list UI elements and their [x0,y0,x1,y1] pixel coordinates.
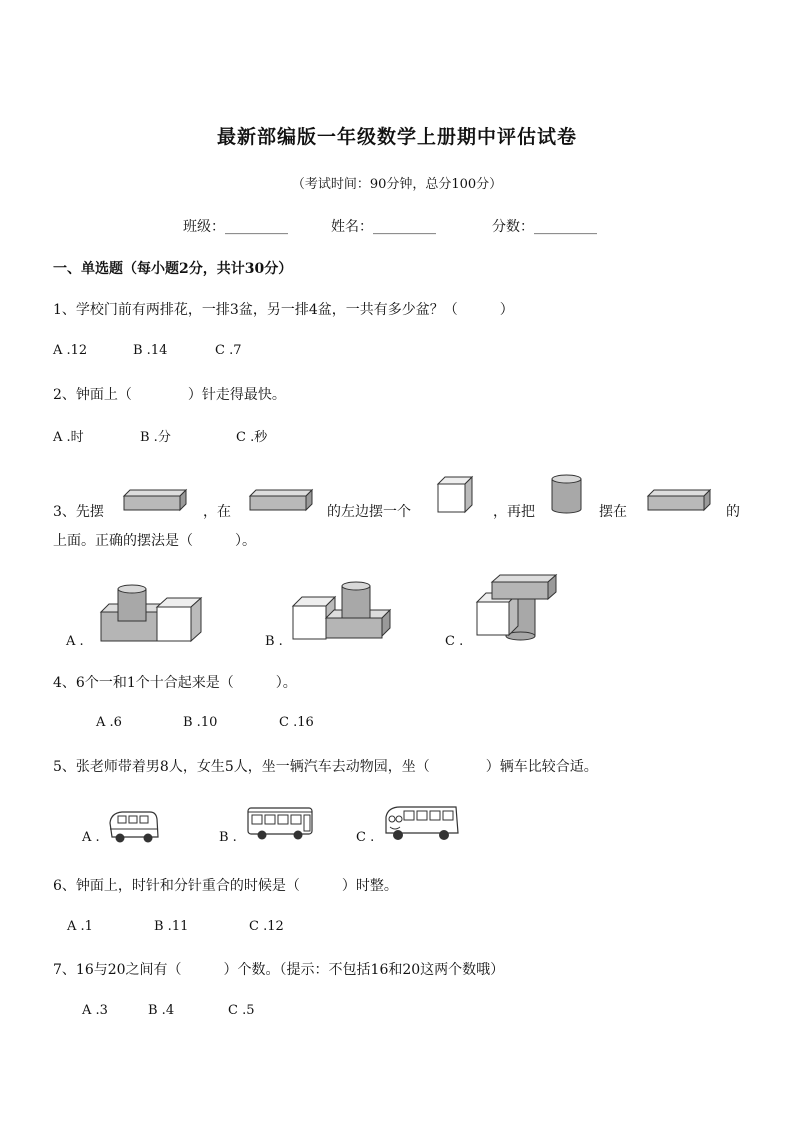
cuboid-image-2 [248,488,314,512]
q5-option-b[interactable]: B . [219,830,237,845]
q7-option-c[interactable]: C .5 [228,1003,255,1018]
q7-option-a[interactable]: A .3 [82,1003,108,1018]
q1-option-a[interactable]: A .12 [53,343,88,358]
exam-subtitle: （考试时间：90分钟，总分100分） [291,177,503,192]
q4-option-c[interactable]: C .16 [279,715,314,730]
score-field[interactable]: 分数：_________ [492,219,597,235]
q3-option-c-image[interactable] [476,574,560,640]
q5-option-a[interactable]: A . [82,830,100,845]
question-3-part-2: ，在 [203,504,231,520]
q1-option-c[interactable]: C .7 [215,343,242,358]
q7-option-b[interactable]: B .4 [148,1003,175,1018]
q5-option-c[interactable]: C . [356,830,375,845]
van-image[interactable] [106,809,160,843]
q6-option-c[interactable]: C .12 [249,919,284,934]
question-3-part-3: 的左边摆一个 [327,504,411,520]
section-heading: 一、单选题（每小题2分，共计30分） [53,261,293,277]
q2-option-a[interactable]: A .时 [53,430,84,445]
question-1: 1、学校门前有两排花，一排3盆，另一排4盆，一共有多少盆？（ ） [53,302,514,318]
cuboid-image-3 [646,488,712,512]
q3-option-a-image[interactable] [100,582,205,644]
question-3-line-2: 上面。正确的摆法是（ ）。 [53,533,256,549]
question-7: 7、16与20之间有（ ）个数。（提示：不包括16和20这两个数哦） [53,962,505,978]
q3-option-c[interactable]: C . [445,634,464,649]
question-6: 6、钟面上，时针和分针重合的时候是（ ）时整。 [53,878,398,894]
q3-option-b-image[interactable] [292,580,392,642]
q4-option-a[interactable]: A .6 [96,715,122,730]
question-3-part-6: 的 [726,504,740,520]
cylinder-image [551,474,583,514]
question-3-part-4: ，再把 [493,504,535,520]
q2-option-c[interactable]: C .秒 [236,430,268,445]
large-bus-image[interactable] [382,803,462,843]
q4-option-b[interactable]: B .10 [183,715,218,730]
q1-option-b[interactable]: B .14 [133,343,168,358]
q6-option-a[interactable]: A .1 [67,919,93,934]
class-field[interactable]: 班级：_________ [183,219,288,235]
bus-image[interactable] [246,806,316,840]
q2-option-b[interactable]: B .分 [140,430,171,445]
question-3-part-1: 3、先摆 [53,504,104,520]
q6-option-b[interactable]: B .11 [154,919,189,934]
q3-option-b[interactable]: B . [265,634,283,649]
question-5: 5、张老师带着男8人，女生5人，坐一辆汽车去动物园，坐（ ）辆车比较合适。 [53,759,598,775]
name-field[interactable]: 姓名：_________ [331,219,436,235]
question-4: 4、6个一和1个十合起来是（ ）。 [53,675,297,691]
page-title: 最新部编版一年级数学上册期中评估试卷 [216,126,577,148]
cube-image [437,476,475,514]
q3-option-a[interactable]: A . [66,634,84,649]
question-2: 2、钟面上（ ）针走得最快。 [53,387,286,403]
question-3-part-5: 摆在 [599,504,627,520]
cuboid-image-1 [122,488,188,512]
